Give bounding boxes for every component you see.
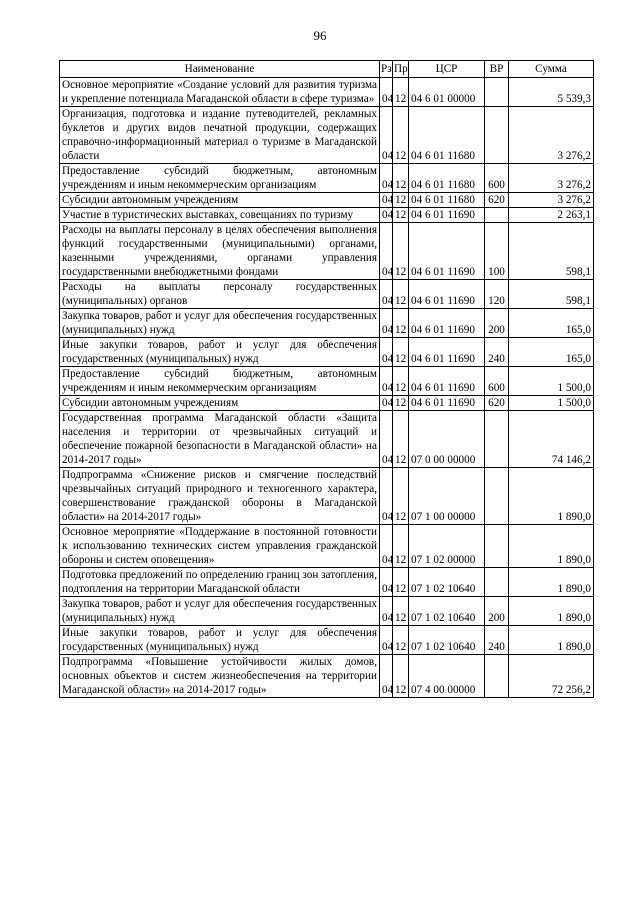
- row-pr-cell: 12: [393, 655, 409, 698]
- row-csr-cell: 07 4 00 00000: [409, 655, 485, 698]
- row-vr-cell: 240: [485, 626, 509, 655]
- row-pr-cell: 12: [393, 164, 409, 193]
- row-rz-cell: 04: [380, 164, 393, 193]
- row-rz-cell: 04: [380, 223, 393, 280]
- row-sum-cell: 1 890,0: [509, 525, 594, 568]
- row-vr-cell: 200: [485, 597, 509, 626]
- row-sum-cell: 3 276,2: [509, 107, 594, 164]
- row-rz-cell: 04: [380, 525, 393, 568]
- row-name-cell: Расходы на выплаты персоналу государственных (муниципальных) органов: [60, 280, 380, 309]
- row-vr-cell: 600: [485, 164, 509, 193]
- row-csr-cell: 04 6 01 11690: [409, 223, 485, 280]
- row-vr-cell: [485, 655, 509, 698]
- row-pr-cell: 12: [393, 223, 409, 280]
- row-rz-cell: 04: [380, 396, 393, 411]
- row-pr-cell: 12: [393, 367, 409, 396]
- table-row: [60, 280, 594, 309]
- row-pr-cell: 12: [393, 468, 409, 525]
- row-vr-cell: 620: [485, 396, 509, 411]
- row-vr-cell: 120: [485, 280, 509, 309]
- row-name-cell: Иные закупки товаров, работ и услуг для обеспечения государственных (муниципальных) нужд: [60, 338, 380, 367]
- row-name-cell: Субсидии автономным учреждениям: [60, 396, 380, 411]
- row-sum-cell: 5 539,3: [509, 78, 594, 107]
- row-rz-cell: 04: [380, 468, 393, 525]
- table-header-row: [60, 61, 594, 78]
- row-vr-cell: [485, 107, 509, 164]
- row-sum-cell: 1 500,0: [509, 367, 594, 396]
- row-pr-cell: 12: [393, 626, 409, 655]
- row-name-cell: Государственная программа Магаданской области «Защита населения и территории от чрезвычайных ситуаций и обеспечение пожарной безопасности в Магаданской области» на 2014-2017 годы»: [60, 411, 380, 468]
- row-sum-cell: 165,0: [509, 338, 594, 367]
- row-pr-cell: 12: [393, 396, 409, 411]
- row-name-cell: Основное мероприятие «Создание условий для развития туризма и укрепление потенциала Магаданской области в сфере туризма»: [60, 78, 380, 107]
- table-row: [60, 396, 594, 411]
- row-csr-cell: 04 6 01 11690: [409, 208, 485, 223]
- table-row: [60, 468, 594, 525]
- row-pr-cell: 12: [393, 78, 409, 107]
- header-vr: ВР: [485, 61, 509, 78]
- header-csr: ЦСР: [409, 61, 485, 78]
- row-rz-cell: 04: [380, 367, 393, 396]
- row-pr-cell: 12: [393, 525, 409, 568]
- row-rz-cell: 04: [380, 411, 393, 468]
- row-name-cell: Подготовка предложений по определению границ зон затопления, подтопления на территории Магаданской области: [60, 568, 380, 597]
- row-sum-cell: 1 890,0: [509, 626, 594, 655]
- row-csr-cell: 04 6 01 11680: [409, 193, 485, 208]
- row-csr-cell: 04 6 01 11680: [409, 107, 485, 164]
- row-vr-cell: [485, 468, 509, 525]
- table-body: [60, 78, 594, 698]
- row-pr-cell: 12: [393, 280, 409, 309]
- row-csr-cell: 07 0 00 00000: [409, 411, 485, 468]
- table-row: [60, 309, 594, 338]
- row-name-cell: Подпрограмма «Повышение устойчивости жилых домов, основных объектов и систем жизнеобеспечения на территории Магаданской области» на 2014-2017 годы»: [60, 655, 380, 698]
- row-pr-cell: 12: [393, 208, 409, 223]
- table-row: [60, 525, 594, 568]
- row-pr-cell: 12: [393, 107, 409, 164]
- row-csr-cell: 07 1 02 10640: [409, 568, 485, 597]
- row-csr-cell: 04 6 01 11690: [409, 367, 485, 396]
- row-sum-cell: 72 256,2: [509, 655, 594, 698]
- row-sum-cell: 3 276,2: [509, 193, 594, 208]
- row-csr-cell: 04 6 01 11690: [409, 280, 485, 309]
- row-sum-cell: 165,0: [509, 309, 594, 338]
- row-name-cell: Закупка товаров, работ и услуг для обеспечения государственных (муниципальных) нужд: [60, 309, 380, 338]
- header-sum: Сумма: [509, 61, 594, 78]
- row-sum-cell: 598,1: [509, 223, 594, 280]
- row-name-cell: Организация, подготовка и издание путеводителей, рекламных буклетов и других видов печатной продукции, содержащих справочно-информационный материал о туризме в Магаданской области: [60, 107, 380, 164]
- row-vr-cell: 620: [485, 193, 509, 208]
- row-pr-cell: 12: [393, 309, 409, 338]
- row-name-cell: Предоставление субсидий бюджетным, автономным учреждениям и иным некоммерческим организациям: [60, 367, 380, 396]
- row-sum-cell: 2 263,1: [509, 208, 594, 223]
- budget-table: [59, 60, 594, 698]
- table-row: [60, 568, 594, 597]
- row-csr-cell: 07 1 02 10640: [409, 626, 485, 655]
- row-pr-cell: 12: [393, 597, 409, 626]
- row-rz-cell: 04: [380, 193, 393, 208]
- table-row: [60, 164, 594, 193]
- row-rz-cell: 04: [380, 655, 393, 698]
- row-csr-cell: 04 6 01 00000: [409, 78, 485, 107]
- row-vr-cell: 600: [485, 367, 509, 396]
- row-sum-cell: 1 500,0: [509, 396, 594, 411]
- row-vr-cell: 100: [485, 223, 509, 280]
- row-csr-cell: 04 6 01 11690: [409, 338, 485, 367]
- table-row: [60, 597, 594, 626]
- row-name-cell: Субсидии автономным учреждениям: [60, 193, 380, 208]
- row-rz-cell: 04: [380, 626, 393, 655]
- row-name-cell: Закупка товаров, работ и услуг для обеспечения государственных (муниципальных) нужд: [60, 597, 380, 626]
- header-rz: Рз: [380, 61, 393, 78]
- table-row: [60, 338, 594, 367]
- row-name-cell: Участие в туристических выставках, совещаниях по туризму: [60, 208, 380, 223]
- row-csr-cell: 04 6 01 11680: [409, 164, 485, 193]
- table-row: [60, 208, 594, 223]
- row-pr-cell: 12: [393, 193, 409, 208]
- table-row: [60, 411, 594, 468]
- row-rz-cell: 04: [380, 309, 393, 338]
- row-vr-cell: [485, 525, 509, 568]
- row-pr-cell: 12: [393, 411, 409, 468]
- row-sum-cell: 598,1: [509, 280, 594, 309]
- row-vr-cell: [485, 78, 509, 107]
- row-name-cell: Предоставление субсидий бюджетным, автономным учреждениям и иным некоммерческим организациям: [60, 164, 380, 193]
- table-row: [60, 78, 594, 107]
- row-sum-cell: 74 146,2: [509, 411, 594, 468]
- table-row: [60, 367, 594, 396]
- row-sum-cell: 1 890,0: [509, 597, 594, 626]
- row-rz-cell: 04: [380, 208, 393, 223]
- row-name-cell: Иные закупки товаров, работ и услуг для обеспечения государственных (муниципальных) нужд: [60, 626, 380, 655]
- table-row: [60, 655, 594, 698]
- row-csr-cell: 07 1 00 00000: [409, 468, 485, 525]
- row-rz-cell: 04: [380, 568, 393, 597]
- row-csr-cell: 07 1 02 00000: [409, 525, 485, 568]
- row-rz-cell: 04: [380, 107, 393, 164]
- page-number: 96: [313, 28, 327, 43]
- row-pr-cell: 12: [393, 568, 409, 597]
- row-csr-cell: 04 6 01 11690: [409, 396, 485, 411]
- row-vr-cell: [485, 411, 509, 468]
- row-name-cell: Подпрограмма «Снижение рисков и смягчение последствий чрезвычайных ситуаций природного и техногенного характера, совершенствование гражданской обороны в Магаданской области» на 2014-2017 годы»: [60, 468, 380, 525]
- row-name-cell: Основное мероприятие «Поддержание в постоянной готовности к использованию технических систем управления гражданской обороны и систем оповещения»: [60, 525, 380, 568]
- row-csr-cell: 04 6 01 11690: [409, 309, 485, 338]
- row-name-cell: Расходы на выплаты персоналу в целях обеспечения выполнения функций государственными (муниципальными) органами, казенными учреждениями, органами управления государственными внебюджетными фондами: [60, 223, 380, 280]
- row-csr-cell: 07 1 02 10640: [409, 597, 485, 626]
- row-sum-cell: 1 890,0: [509, 468, 594, 525]
- row-sum-cell: 3 276,2: [509, 164, 594, 193]
- header-name: Наименование: [60, 61, 380, 78]
- row-rz-cell: 04: [380, 280, 393, 309]
- row-vr-cell: [485, 208, 509, 223]
- table-row: [60, 193, 594, 208]
- row-rz-cell: 04: [380, 597, 393, 626]
- row-vr-cell: [485, 568, 509, 597]
- row-rz-cell: 04: [380, 338, 393, 367]
- table-row: [60, 223, 594, 280]
- row-vr-cell: 200: [485, 309, 509, 338]
- header-pr: Пр: [393, 61, 409, 78]
- table-row: [60, 107, 594, 164]
- row-vr-cell: 240: [485, 338, 509, 367]
- row-rz-cell: 04: [380, 78, 393, 107]
- row-pr-cell: 12: [393, 338, 409, 367]
- table-row: [60, 626, 594, 655]
- row-sum-cell: 1 890,0: [509, 568, 594, 597]
